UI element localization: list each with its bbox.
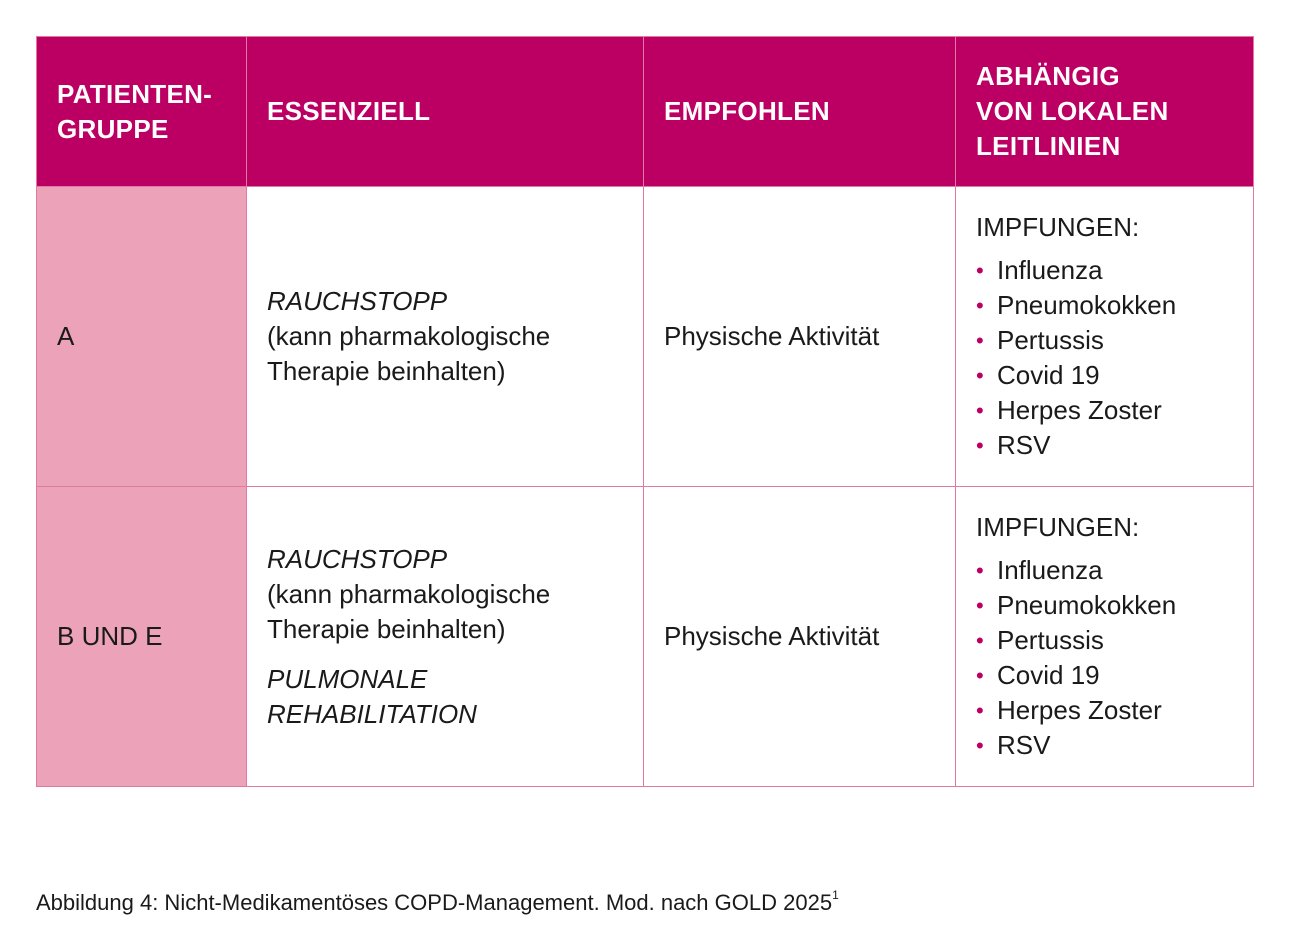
list-item: • Pertussis [976, 323, 1233, 358]
recommended-cell-b-e: Physische Aktivität [644, 487, 956, 787]
local-cell-b-e [956, 487, 1254, 787]
essential-title-a: RAUCHSTOPP [267, 286, 448, 316]
bullet-icon: • [976, 398, 984, 423]
bullet-icon: • [976, 328, 984, 353]
recommended-cell-a: Physische Aktivität [644, 187, 956, 487]
header-patient-group-line1: PATIENTEN- [57, 78, 213, 109]
bullet-icon: • [976, 433, 984, 458]
bullet-icon: • [976, 558, 984, 583]
header-local-line1: ABHÄNGIG [976, 61, 1120, 91]
header-recommended: EMPFOHLEN [644, 37, 956, 187]
bullet-icon: • [976, 363, 984, 388]
caption-footnote-marker: 1 [832, 888, 839, 902]
bullet-icon: • [976, 593, 984, 618]
essential-title-b-e: RAUCHSTOPP [267, 543, 448, 574]
header-local-line2: VON LOKALEN [976, 96, 1169, 126]
essential-extra-line2-b-e: REHABILITATION [267, 698, 477, 729]
essential-cell-b-e [247, 487, 644, 787]
header-patient-group [37, 37, 247, 187]
essential-line2-a: Therapie beinhalten) [267, 356, 506, 386]
essential-line1-a: (kann pharmakologische [267, 321, 551, 351]
essential-line1-b-e: (kann pharmakologische [267, 578, 551, 609]
essential-extra-line1-b-e: PULMONALE [267, 663, 428, 694]
table-header-row [37, 37, 1254, 187]
copd-management-table-wrapper [36, 36, 1253, 787]
list-item: • Herpes Zoster [976, 393, 1233, 428]
bullet-icon: • [976, 258, 984, 283]
copd-management-table [36, 36, 1254, 787]
bullet-icon: • [976, 663, 984, 688]
group-cell-a: A [37, 187, 247, 487]
list-item: • Pneumokokken [976, 288, 1233, 323]
essential-cell-a [247, 187, 644, 487]
header-local-guidelines [956, 37, 1254, 187]
list-item: • Influenza [976, 253, 1233, 288]
vaccination-list-a [976, 253, 1233, 463]
list-item: • Influenza [976, 553, 1233, 588]
vaccination-heading-b-e: IMPFUNGEN: [976, 512, 1140, 542]
figure-caption-text: Abbildung 4: Nicht-Medikamentöses COPD-Management. Mod. nach GOLD 2025 [36, 890, 833, 915]
essential-line2-b-e: Therapie beinhalten) [267, 613, 506, 644]
list-item: • Herpes Zoster [976, 693, 1233, 728]
table-row-group-a [37, 187, 1254, 487]
bullet-icon: • [976, 698, 984, 723]
vaccination-heading-a: IMPFUNGEN: [976, 212, 1140, 242]
header-local-line3: LEITLINIEN [976, 131, 1121, 161]
list-item: • Pertussis [976, 623, 1233, 658]
vaccination-list-b-e [976, 553, 1233, 763]
list-item: • RSV [976, 428, 1233, 463]
header-essential: ESSENZIELL [247, 37, 644, 187]
header-patient-group-line2: GRUPPE [57, 113, 169, 144]
table-row-group-b-e [37, 487, 1254, 787]
local-cell-a [956, 187, 1254, 487]
list-item: • Covid 19 [976, 358, 1233, 393]
group-cell-b-e: B UND E [37, 487, 247, 787]
figure-caption [36, 890, 839, 916]
list-item: • Covid 19 [976, 658, 1233, 693]
bullet-icon: • [976, 628, 984, 653]
bullet-icon: • [976, 293, 984, 318]
list-item: • RSV [976, 728, 1233, 763]
bullet-icon: • [976, 733, 984, 758]
list-item: • Pneumokokken [976, 588, 1233, 623]
